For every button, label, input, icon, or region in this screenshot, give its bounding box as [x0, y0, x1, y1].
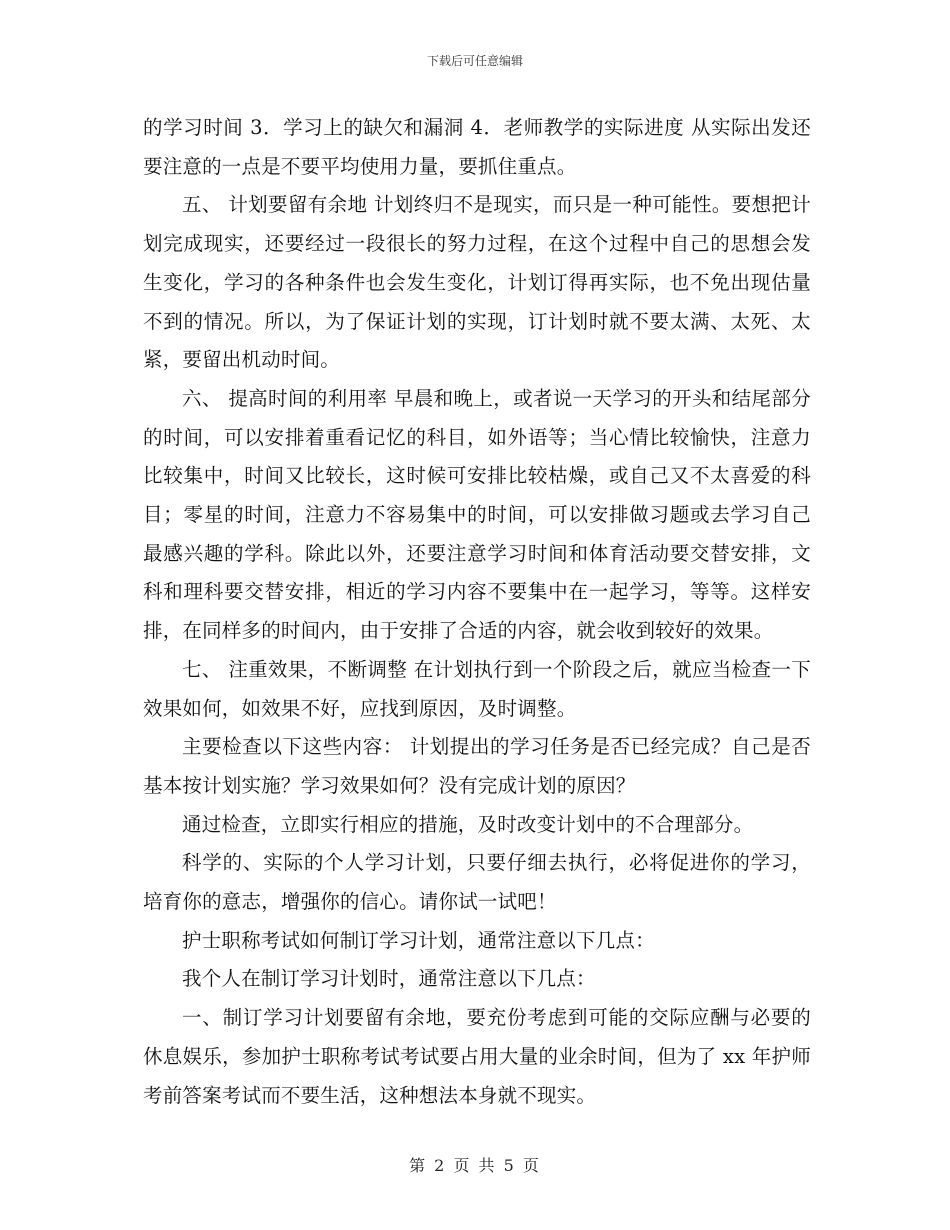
paragraph-7: 科学的、实际的个人学习计划，只要仔细去执行，必将促进你的学习，培育你的意志，增强你的信心。请你试一试吧！	[143, 851, 811, 914]
paragraph-9: 我个人在制订学习计划时，通常注意以下几点：	[182, 967, 596, 991]
paragraph-3: 六、 提高时间的利用率 早晨和晚上，或者说一天学习的开头和结尾部分的时间，可以安排着重看记忆的科目，如外语等；当心情比较愉快，注意力比较集中，时间又比较长，这时候可安排比较枯燥，或自己又不太喜爱的科目；零星的时间，注意力不容易集中的时间，可以安排做习题或去学习自己最感兴趣的学科。除此以外，还要注意学习时间和体育活动要交替安排，文科和理科要交替安排，相近的学习内容不要集中在一起学习，等等。这样安排，在同样多的时间内，由于安排了合适的内容，就会收到较好的效果。	[143, 386, 811, 643]
paragraph-1: 的学习时间 3．学习上的缺欠和漏洞 4．老师教学的实际进度 从实际出发还要注意的一点是不要平均使用力量，要抓住重点。	[143, 116, 811, 178]
paragraph-6: 通过检查，立即实行相应的措施，及时改变计划中的不合理部分。	[182, 812, 754, 836]
page-header: 下载后可任意编辑	[426, 54, 523, 68]
paragraph-8: 护士职称考试如何制订学习计划，通常注意以下几点：	[182, 928, 655, 952]
page-footer: 第 2 页 共 5 页	[409, 1156, 541, 1175]
document-body	[143, 109, 811, 1115]
paragraph-5: 主要检查以下这些内容： 计划提出的学习任务是否已经完成？自己是否基本按计划实施？学习效果如何？没有完成计划的原因？	[143, 735, 811, 797]
paragraph-10: 一、制订学习计划要留有余地，要充份考虑到可能的交际应酬与必要的休息娱乐，参加护士职称考试考试要占用大量的业余时间，但为了 xx 年护师考前答案考试而不要生活，这种想法本身就不现实。	[143, 1006, 811, 1107]
paragraph-4: 七、 注重效果，不断调整 在计划执行到一个阶段之后，就应当检查一下效果如何，如效果不好，应找到原因，及时调整。	[143, 657, 811, 720]
paragraph-2: 五、 计划要留有余地 计划终归不是现实，而只是一种可能性。要想把计划完成现实，还要经过一段很长的努力过程，在这个过程中自己的思想会发生变化，学习的各种条件也会发生变化，计划订得再实际，也不免出现估量不到的情况。所以，为了保证计划的实现，订计划时就不要太满、太死、太紧，要留出机动时间。	[143, 193, 811, 372]
